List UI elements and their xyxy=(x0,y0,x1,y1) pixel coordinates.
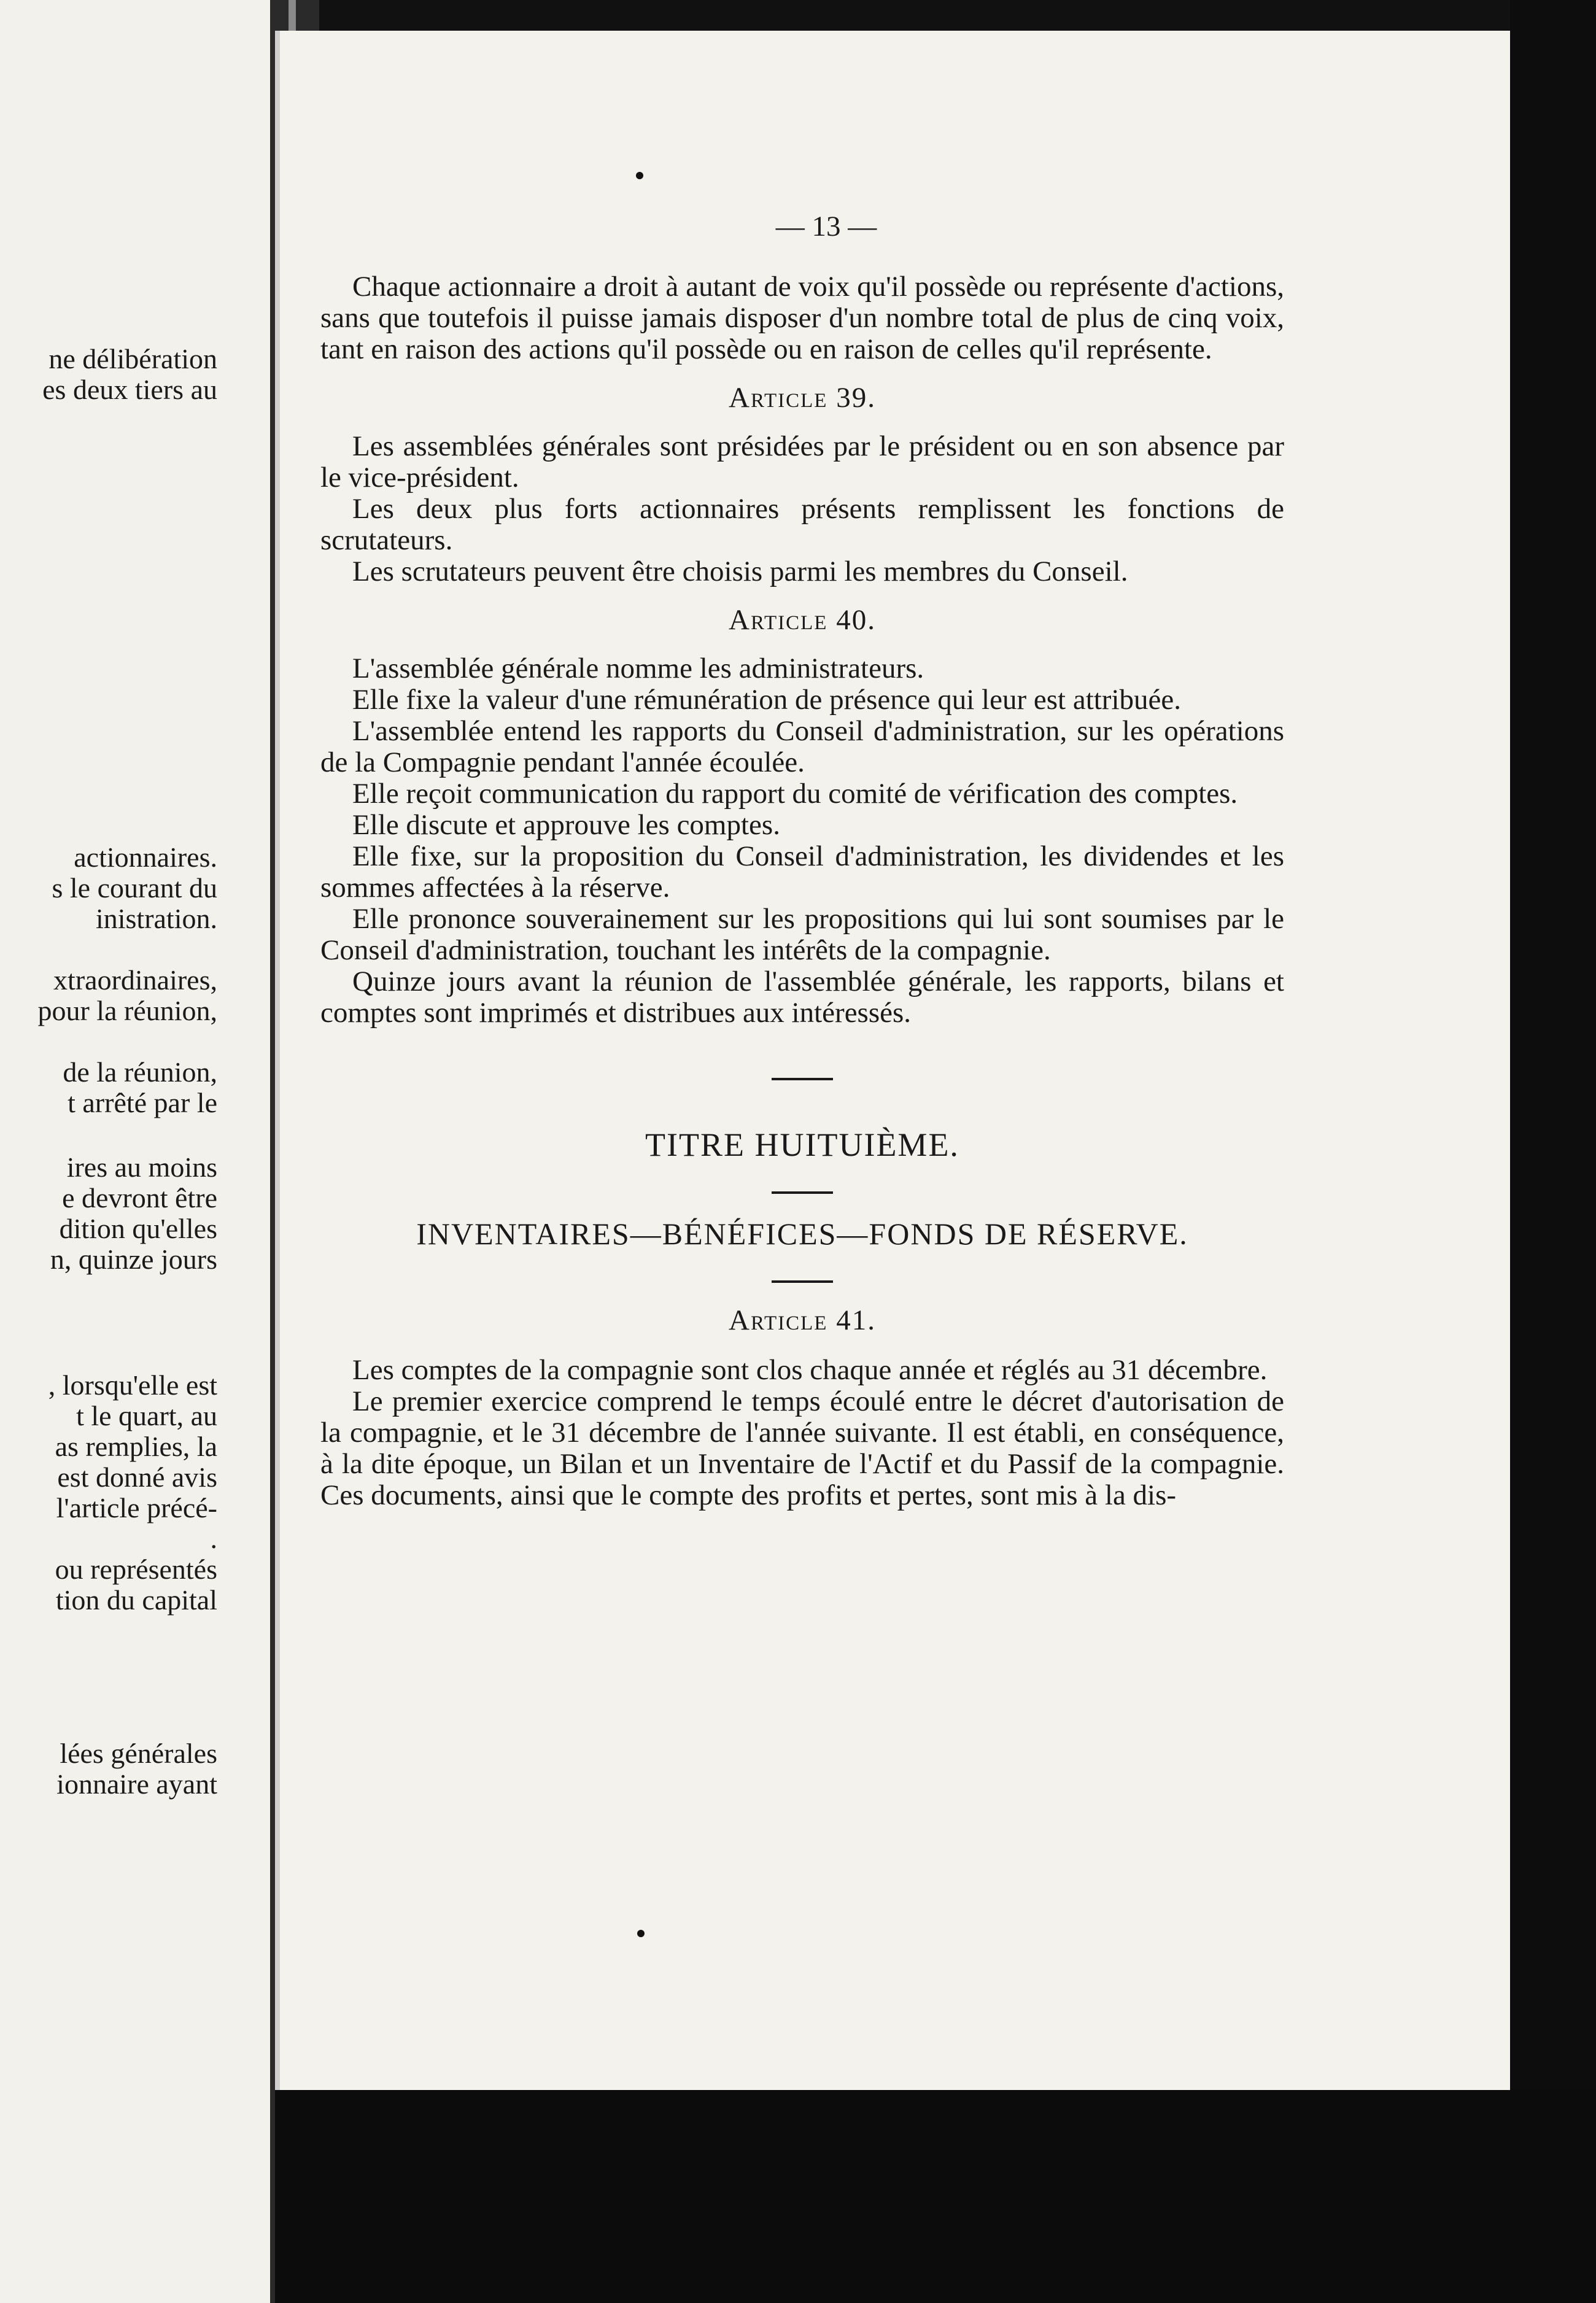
left-line-text: e devront être xyxy=(62,1182,217,1213)
left-line-text: actionnaires. xyxy=(74,842,217,873)
left-line-text: l'article précé- xyxy=(56,1492,217,1523)
paragraph: Les scrutateurs peuvent être choisis parmi les membres du Conseil. xyxy=(352,555,1128,587)
left-line-text: lées générales xyxy=(60,1738,217,1769)
left-line-text: tion du capital xyxy=(55,1584,217,1616)
paragraph: Les assemblées générales sont présidées par le président ou en son absence par le vice-président. xyxy=(320,430,1284,494)
section-rule xyxy=(772,1280,833,1283)
paragraph: Quinze jours avant la réunion de l'assemblée générale, les rapports, bilans et comptes sont imprimés et distribues aux intéressés. xyxy=(320,966,1284,1029)
paragraph: Elle fixe la valeur d'une rémunération de présence qui leur est attribuée. xyxy=(352,684,1181,716)
left-line-text: ne délibération xyxy=(48,343,217,374)
paragraph: Elle prononce souverainement sur les propositions qui lui sont soumises par le Conseil d'administration, touchant les intérêts de la compagnie. xyxy=(320,903,1284,966)
article-40-heading: Article 40. xyxy=(729,604,876,636)
left-line-text: de la réunion, xyxy=(63,1056,217,1088)
scan-border xyxy=(1510,0,1596,2303)
paragraph: L'assemblée entend les rapports du Conseil d'administration, sur les opérations de la Compagnie pendant l'année écoulée. xyxy=(320,715,1284,778)
left-line-text: , lorsqu'elle est xyxy=(48,1369,217,1401)
article-41-heading: Article 41. xyxy=(729,1304,876,1336)
left-page-fragment xyxy=(0,0,270,2303)
titre-heading: TITRE HUITUIÈME. xyxy=(645,1126,959,1163)
ink-speck xyxy=(637,1930,645,1937)
scan-border xyxy=(275,2090,1596,2303)
left-line-text: t arrêté par le xyxy=(68,1087,217,1118)
page-body xyxy=(320,271,1284,1511)
left-line-text: ionnaire ayant xyxy=(56,1768,217,1800)
paragraph: Les deux plus forts actionnaires présents remplissent les fonctions de scrutateurs. xyxy=(320,493,1284,556)
left-line-text: dition qu'elles xyxy=(59,1213,217,1244)
paragraph: Elle fixe, sur la proposition du Conseil d'administration, les dividendes et les sommes affectées à la réserve. xyxy=(320,840,1284,904)
left-line-text: ou représentés xyxy=(55,1554,217,1585)
left-line-text: t le quart, au xyxy=(76,1400,217,1431)
paragraph: Elle reçoit communication du rapport du comité de vérification des comptes. xyxy=(352,778,1238,810)
main-page xyxy=(275,31,1515,2090)
paragraph: Elle discute et approuve les comptes. xyxy=(352,809,780,841)
left-line-text: . xyxy=(210,1523,217,1554)
paragraph: L'assemblée générale nomme les administrateurs. xyxy=(352,652,924,684)
left-line-text: es deux tiers au xyxy=(42,374,217,405)
left-line-text: inistration. xyxy=(95,903,217,934)
paragraph: Les comptes de la compagnie sont clos chaque année et réglés au 31 décembre. xyxy=(352,1354,1268,1386)
page-number: — 13 — xyxy=(775,211,877,242)
left-line-text: pour la réunion, xyxy=(37,995,217,1026)
article-39-heading: Article 39. xyxy=(729,382,876,414)
left-line-text: n, quinze jours xyxy=(50,1244,217,1275)
left-line-text: xtraordinaires, xyxy=(53,964,217,996)
left-line-text: s le courant du xyxy=(52,872,217,904)
ink-speck xyxy=(636,172,643,179)
left-line-text: ires au moins xyxy=(66,1152,217,1183)
section-subtitle: INVENTAIRES—BÉNÉFICES—FONDS DE RÉSERVE. xyxy=(416,1217,1188,1251)
left-line-text: as remplies, la xyxy=(55,1431,217,1462)
paragraph: Le premier exercice comprend le temps écoulé entre le décret d'autorisation de la compagnie, et le 31 décembre de l'année suivante. Il est établi, en conséquence, à la dite époque, un Bilan et un Inventaire de l'Actif et du Passif de la compagnie. Ces documents, ainsi que le compte des profits et pertes, sont mis à la dis- xyxy=(320,1385,1284,1511)
paragraph: Chaque actionnaire a droit à autant de voix qu'il possède ou représente d'actions, sans que toutefois il puisse jamais disposer d'un nombre total de plus de cinq voix, tant en raison des actions qu'il possède ou en raison de celles qu'il représente. xyxy=(320,271,1284,365)
left-line-text: est donné avis xyxy=(57,1461,217,1493)
